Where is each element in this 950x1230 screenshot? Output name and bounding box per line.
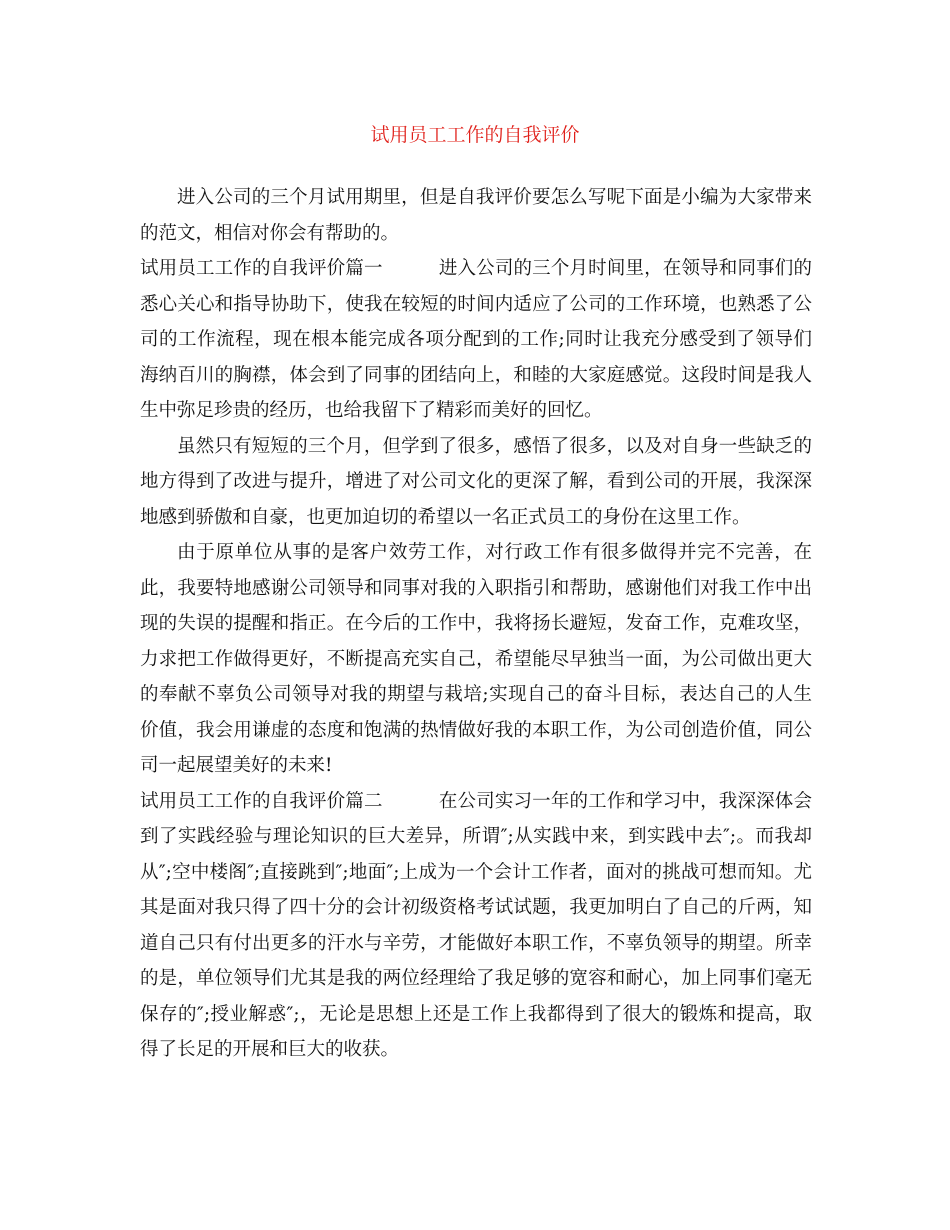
paragraph-intro: [140, 180, 812, 251]
paragraph-gratitude: [140, 535, 812, 784]
section-text: 进入公司的三个月时间里，在领导和同事们的悉心关心和指导协助下，使我在较短的时间内适应了公司的工作环境，也熟悉了公司的工作流程，现在根本能完成各项分配到的工作;同时让我充分感受到了领导们海纳百川的胸襟，体会到了同事的团结向上，和睦的大家庭感觉。这段时间是我人生中弥足珍贵的经历，也给我留下了精彩而美好的回忆。: [140, 258, 812, 421]
document-body: [140, 180, 812, 1068]
paragraph-text: 进入公司的三个月试用期里，但是自我评价要怎么写呢下面是小编为大家带来的范文，相信对你会有帮助的。: [140, 187, 812, 244]
paragraph-text: 由于原单位从事的是客户效劳工作，对行政工作有很多做得并完不完善，在此，我要特地感谢公司领导和同事对我的入职指引和帮助，感谢他们对我工作中出现的失误的提醒和指正。在今后的工作中，我将扬长避短，发奋工作，克难攻坚，力求把工作做得更好，不断提高充实自己，希望能尽早独当一面，为公司做出更大的奉献不辜负公司领导对我的期望与栽培;实现自己的奋斗目标，表达自己的人生价值，我会用谦虚的态度和饱满的热情做好我的本职工作，为公司创造价值，同公司一起展望美好的未来!: [140, 542, 812, 776]
section-text: 在公司实习一年的工作和学习中，我深深体会到了实践经验与理论知识的巨大差异，所谓″;从实践中来，到实践中去″;。而我却从″;空中楼阁″;直接跳到″;地面″;上成为一个会计工作者，面对的挑战可想而知。尤其是面对我只得了四十分的会计初级资格考试试题，我更加明白了自己的斤两，知道自己只有付出更多的汗水与辛劳，才能做好本职工作，不辜负领导的期望。所幸的是，单位领导们尤其是我的两位经理给了我足够的宽容和耐心，加上同事们毫无保存的″;授业解惑″;，无论是思想上还是工作上我都得到了很大的锻炼和提高，取得了长足的开展和巨大的收获。: [140, 790, 812, 1060]
paragraph-reflection: [140, 429, 812, 536]
section-two: [140, 784, 812, 1068]
paragraph-text: 虽然只有短短的三个月，但学到了很多，感悟了很多，以及对自身一些缺乏的地方得到了改进与提升，增进了对公司文化的更深了解，看到公司的开展，我深深地感到骄傲和自豪，也更加迫切的希望以一名正式员工的身份在这里工作。: [140, 435, 812, 528]
section-heading: 试用员工工作的自我评价篇一: [140, 258, 383, 279]
section-one: [140, 251, 812, 429]
document-title: 试用员工工作的自我评价: [370, 124, 580, 146]
section-heading: 试用员工工作的自我评价篇二: [140, 790, 383, 812]
